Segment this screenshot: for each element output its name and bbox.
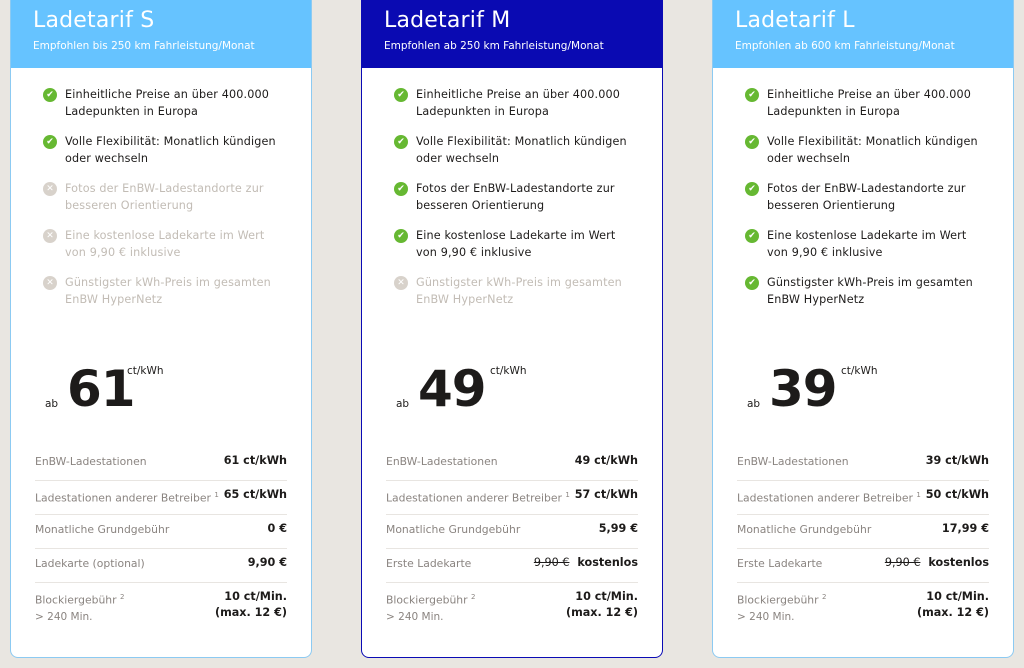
- plan-subtitle: Empfohlen ab 250 km Fahrleistung/Monat: [384, 40, 604, 52]
- details-row: [35, 447, 287, 481]
- plan-header: [11, 0, 311, 68]
- details-value-line: (max. 12 €): [214, 606, 287, 619]
- details-label: Erste Ladekarte: [386, 557, 472, 570]
- details-value: [885, 555, 989, 571]
- details-label: EnBW-Ladestationen: [35, 455, 147, 468]
- details-value: 0 €: [267, 522, 287, 535]
- feature-text: Fotos der EnBW-Ladestandorte zur besseren Orientierung: [416, 182, 615, 212]
- feature-text: Volle Flexibilität: Monatlich kündigen oder wechseln: [65, 135, 276, 165]
- details-table: [386, 447, 638, 629]
- details-value: 65 ct/kWh: [223, 488, 287, 501]
- feature-item: [43, 274, 289, 321]
- details-label: Ladekarte (optional): [35, 557, 145, 570]
- feature-text: Volle Flexibilität: Monatlich kündigen oder wechseln: [416, 135, 627, 165]
- details-value-line: 10 ct/Min.: [575, 590, 638, 603]
- details-value: [917, 589, 989, 621]
- details-value: 61 ct/kWh: [223, 454, 287, 467]
- feature-text: Günstigster kWh-Preis im gesamten EnBW HyperNetz: [767, 276, 973, 306]
- details-label: EnBW-Ladestationen: [737, 455, 849, 468]
- check-icon: ✔: [394, 229, 408, 243]
- feature-text: Einheitliche Preise an über 400.000 Ladepunkten in Europa: [416, 88, 621, 118]
- details-row: [35, 515, 287, 549]
- details-label: EnBW-Ladestationen: [386, 455, 498, 468]
- feature-item: [394, 180, 640, 227]
- check-icon: ✔: [745, 276, 759, 290]
- details-label: [35, 589, 124, 626]
- old-price: 9,90 €: [533, 556, 570, 569]
- plan-title: Ladetarif M: [384, 8, 511, 33]
- price-value: 61: [67, 360, 135, 418]
- details-value-text: kostenlos: [928, 556, 989, 569]
- price-value: 49: [418, 360, 486, 418]
- feature-item: [394, 227, 640, 274]
- details-value: 5,99 €: [598, 522, 638, 535]
- details-label: Monatliche Grundgebühr: [35, 523, 170, 536]
- cross-icon: ✕: [43, 182, 57, 196]
- details-table: [737, 447, 989, 629]
- details-label: Erste Ladekarte: [737, 557, 823, 570]
- details-sublabel: > 240 Min.: [737, 610, 795, 623]
- details-value: 9,90 €: [247, 556, 287, 569]
- details-value: 49 ct/kWh: [574, 454, 638, 467]
- check-icon: ✔: [43, 135, 57, 149]
- feature-item: [394, 274, 640, 321]
- footnote-marker[interactable]: 1: [214, 491, 219, 499]
- details-label: [386, 589, 475, 626]
- details-label-text: Ladestationen anderer Betreiber: [737, 491, 913, 505]
- details-value: 39 ct/kWh: [925, 454, 989, 467]
- details-value-line: (max. 12 €): [565, 606, 638, 619]
- feature-list: [362, 68, 662, 321]
- cross-icon: ✕: [43, 276, 57, 290]
- old-price: 9,90 €: [884, 556, 921, 569]
- feature-item: [43, 86, 289, 133]
- details-label: [737, 589, 826, 626]
- plan-subtitle: Empfohlen bis 250 km Fahrleistung/Monat: [33, 40, 255, 52]
- details-row: [35, 481, 287, 515]
- details-row: [386, 583, 638, 629]
- feature-text: Fotos der EnBW-Ladestandorte zur besseren Orientierung: [65, 182, 264, 212]
- feature-text: Fotos der EnBW-Ladestandorte zur besseren Orientierung: [767, 182, 966, 212]
- details-row: [386, 481, 638, 515]
- plan-card-m[interactable]: [361, 0, 663, 658]
- details-value: [534, 555, 638, 571]
- details-row: [737, 583, 989, 629]
- price-block: [45, 361, 245, 421]
- feature-list: [713, 68, 1013, 321]
- feature-text: Volle Flexibilität: Monatlich kündigen oder wechseln: [767, 135, 978, 165]
- plan-header: [362, 0, 662, 68]
- check-icon: ✔: [745, 229, 759, 243]
- check-icon: ✔: [745, 88, 759, 102]
- details-row: [737, 447, 989, 481]
- price-unit: ct/kWh: [490, 365, 527, 377]
- feature-item: [745, 86, 991, 133]
- details-label: Monatliche Grundgebühr: [737, 523, 872, 536]
- price-prefix: ab: [396, 398, 410, 410]
- footnote-marker[interactable]: 2: [471, 593, 476, 601]
- footnote-marker[interactable]: 1: [916, 491, 921, 499]
- price-unit: ct/kWh: [841, 365, 878, 377]
- details-value: [215, 589, 287, 621]
- price-block: [396, 361, 596, 421]
- feature-list: [11, 68, 311, 321]
- feature-item: [43, 180, 289, 227]
- feature-item: [745, 274, 991, 321]
- check-icon: ✔: [43, 88, 57, 102]
- details-row: [737, 549, 989, 583]
- plan-card-l[interactable]: [712, 0, 1014, 658]
- details-row: [737, 515, 989, 549]
- details-label-text: Blockiergebühr: [737, 593, 819, 607]
- details-value: 57 ct/kWh: [574, 488, 638, 501]
- check-icon: ✔: [745, 135, 759, 149]
- details-label-text: Blockiergebühr: [35, 593, 117, 607]
- details-value-line: 10 ct/Min.: [224, 590, 287, 603]
- details-value-line: (max. 12 €): [916, 606, 989, 619]
- details-label-text: Blockiergebühr: [386, 593, 468, 607]
- check-icon: ✔: [394, 88, 408, 102]
- feature-text: Eine kostenlose Ladekarte im Wert von 9,90 € inklusive: [65, 229, 265, 259]
- details-label: [737, 487, 921, 507]
- price-value: 39: [769, 360, 837, 418]
- check-icon: ✔: [394, 135, 408, 149]
- details-row: [386, 447, 638, 481]
- details-row: [386, 549, 638, 583]
- footnote-marker[interactable]: 2: [120, 593, 125, 601]
- feature-text: Einheitliche Preise an über 400.000 Ladepunkten in Europa: [65, 88, 270, 118]
- details-label: [386, 487, 570, 507]
- price-prefix: ab: [45, 398, 59, 410]
- feature-item: [43, 227, 289, 274]
- feature-item: [394, 86, 640, 133]
- footnote-marker[interactable]: 2: [822, 593, 827, 601]
- details-sublabel: > 240 Min.: [386, 610, 444, 623]
- details-value: 50 ct/kWh: [925, 488, 989, 501]
- plan-subtitle: Empfohlen ab 600 km Fahrleistung/Monat: [735, 40, 955, 52]
- details-row: [35, 549, 287, 583]
- cross-icon: ✕: [394, 276, 408, 290]
- details-value-line: 10 ct/Min.: [926, 590, 989, 603]
- cross-icon: ✕: [43, 229, 57, 243]
- details-row: [386, 515, 638, 549]
- feature-item: [43, 133, 289, 180]
- price-unit: ct/kWh: [127, 365, 164, 377]
- plan-title: Ladetarif L: [735, 8, 855, 33]
- feature-item: [745, 227, 991, 274]
- details-value: 17,99 €: [941, 522, 989, 535]
- feature-item: [394, 133, 640, 180]
- feature-text: Einheitliche Preise an über 400.000 Ladepunkten in Europa: [767, 88, 972, 118]
- price-block: [747, 361, 947, 421]
- details-value-text: kostenlos: [577, 556, 638, 569]
- details-label: [35, 487, 219, 507]
- feature-item: [745, 180, 991, 227]
- price-prefix: ab: [747, 398, 761, 410]
- check-icon: ✔: [745, 182, 759, 196]
- details-label: Monatliche Grundgebühr: [386, 523, 521, 536]
- feature-item: [745, 133, 991, 180]
- feature-text: Eine kostenlose Ladekarte im Wert von 9,90 € inklusive: [416, 229, 616, 259]
- plan-header: [713, 0, 1013, 68]
- details-row: [737, 481, 989, 515]
- details-label-text: Ladestationen anderer Betreiber: [386, 491, 562, 505]
- details-row: [35, 583, 287, 629]
- details-table: [35, 447, 287, 629]
- plan-card-s[interactable]: [10, 0, 312, 658]
- plan-title: Ladetarif S: [33, 8, 155, 33]
- feature-text: Günstigster kWh-Preis im gesamten EnBW HyperNetz: [65, 276, 271, 306]
- details-value: [566, 589, 638, 621]
- feature-text: Günstigster kWh-Preis im gesamten EnBW HyperNetz: [416, 276, 622, 306]
- footnote-marker[interactable]: 1: [565, 491, 570, 499]
- feature-text: Eine kostenlose Ladekarte im Wert von 9,90 € inklusive: [767, 229, 967, 259]
- check-icon: ✔: [394, 182, 408, 196]
- details-sublabel: > 240 Min.: [35, 610, 93, 623]
- details-label-text: Ladestationen anderer Betreiber: [35, 491, 211, 505]
